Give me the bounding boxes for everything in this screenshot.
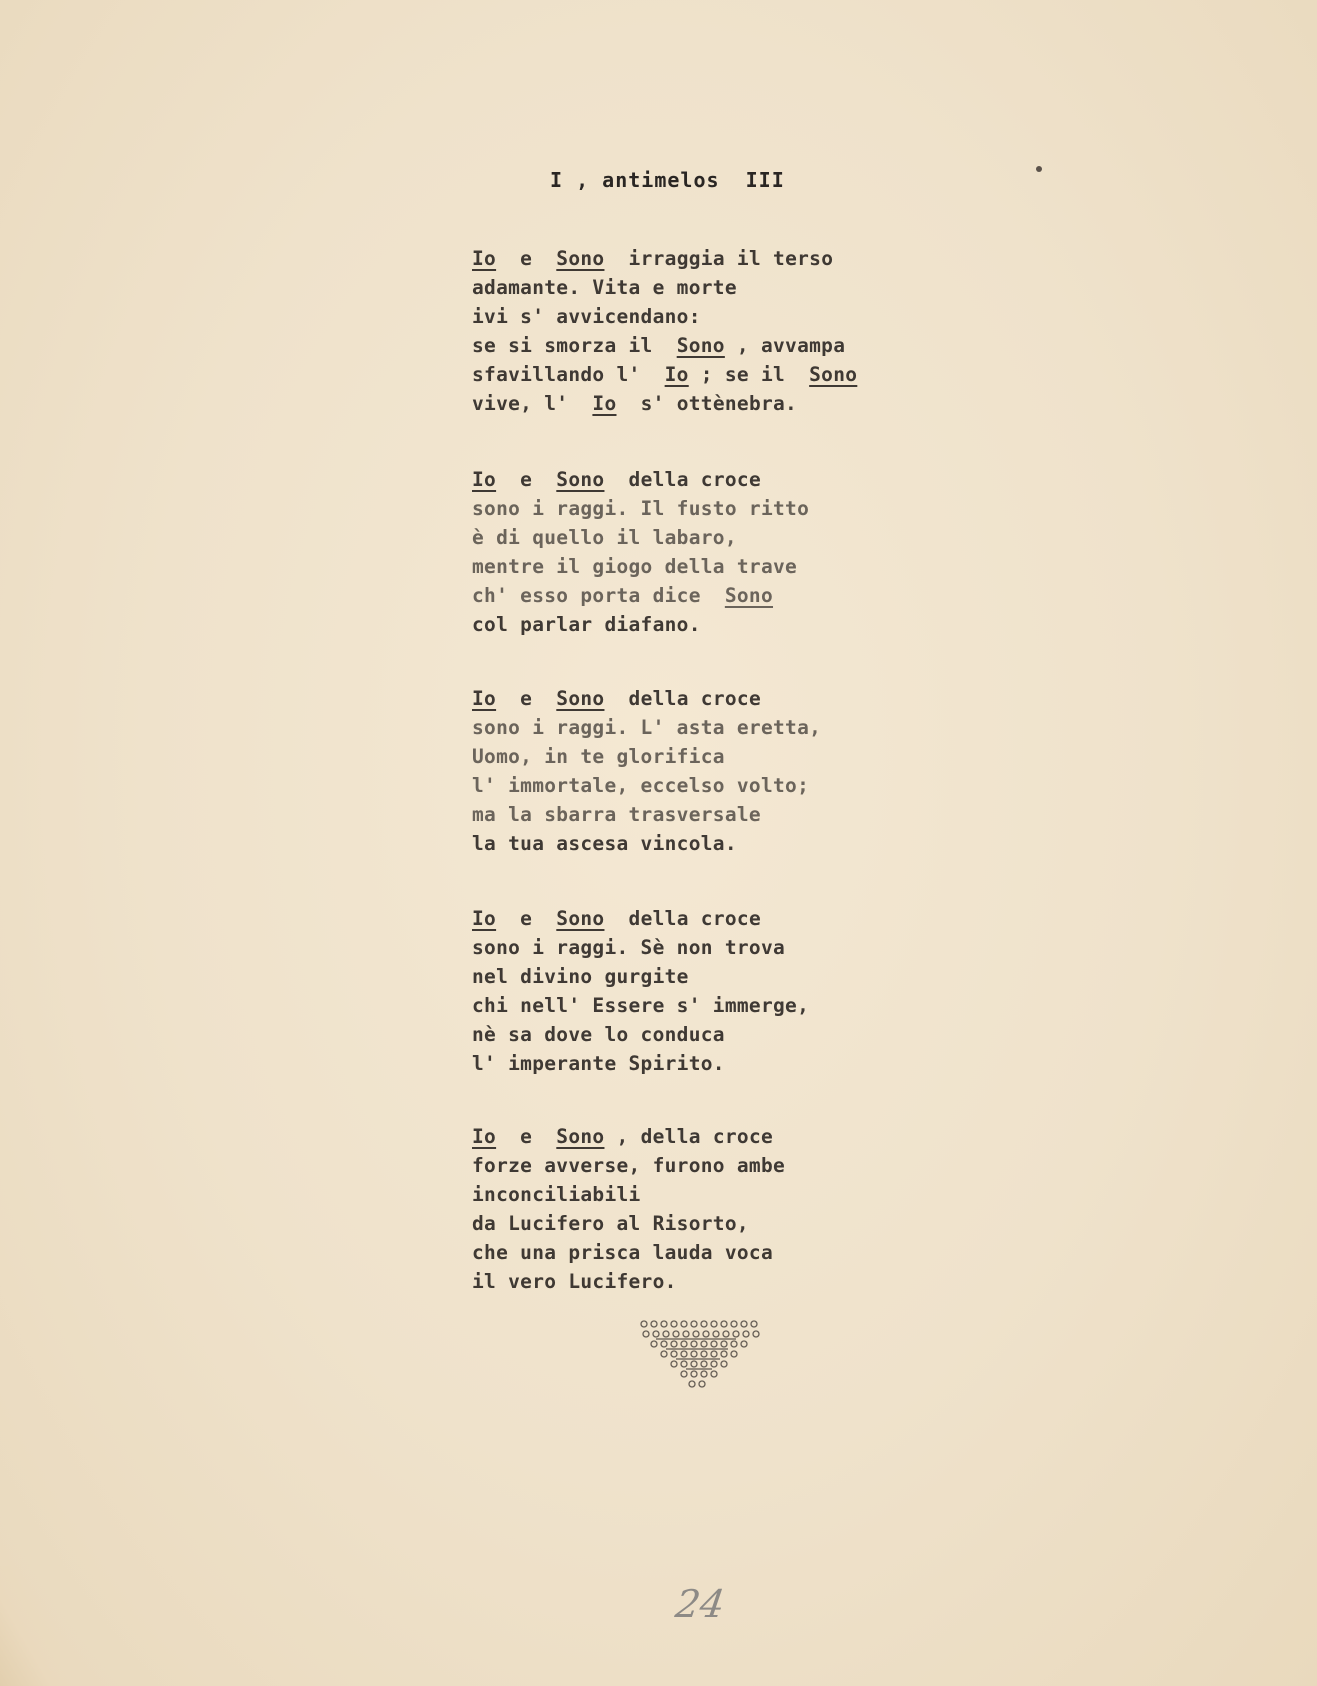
line-text: della croce	[604, 907, 761, 930]
line-text: e	[496, 687, 557, 710]
line-text: ; se il	[688, 363, 810, 386]
poem-line	[472, 962, 952, 991]
line-text: sono i raggi. L' asta eretta,	[472, 716, 822, 739]
line-text: ivi s' avvicendano:	[472, 305, 701, 328]
line-text: chi nell' Essere s' immerge,	[472, 994, 810, 1017]
line-text: sono i raggi. Il fusto ritto	[472, 497, 810, 520]
poem-line	[472, 1180, 952, 1209]
line-text: sfavillando l'	[472, 363, 665, 386]
ink-speck	[1036, 166, 1042, 172]
line-text: forze avverse, furono ambe	[472, 1154, 786, 1177]
stanza-1	[472, 244, 952, 418]
poem-line	[472, 273, 952, 302]
poem-line	[472, 523, 952, 552]
poem-line	[472, 1238, 952, 1267]
line-text: e	[496, 1125, 557, 1148]
line-text: irraggia il terso	[604, 247, 834, 270]
underlined-word: Io	[592, 392, 617, 415]
poem-line	[472, 904, 952, 933]
line-text: e	[496, 247, 557, 270]
line-text: della croce	[604, 468, 761, 491]
line-text: l' immortale, eccelso volto;	[472, 774, 810, 797]
underlined-word: Io	[472, 247, 497, 270]
line-text: l' imperante Spirito.	[472, 1052, 725, 1075]
poem-line	[472, 1049, 952, 1078]
line-text: e	[496, 907, 557, 930]
page-number: 24	[672, 1582, 728, 1626]
stanza-2	[472, 465, 952, 639]
poem-line	[472, 610, 952, 639]
underlined-word: Io	[472, 687, 497, 710]
line-text: il vero Lucifero.	[472, 1270, 677, 1293]
poem-line	[472, 713, 952, 742]
poem-line	[472, 494, 952, 523]
line-text: da Lucifero al Risorto,	[472, 1212, 749, 1235]
underlined-word: Sono	[556, 687, 605, 710]
underlined-word: Sono	[556, 1125, 605, 1148]
folded-corner	[0, 1566, 60, 1686]
underlined-word: Io	[664, 363, 689, 386]
poem-line	[472, 829, 952, 858]
line-text: s' ottènebra.	[616, 392, 798, 415]
underlined-word: Sono	[809, 363, 858, 386]
poem-line	[472, 684, 952, 713]
stanza-3	[472, 684, 952, 858]
line-text: col parlar diafano.	[472, 613, 701, 636]
poem-line	[472, 1020, 952, 1049]
poem-line	[472, 1209, 952, 1238]
underlined-word: Sono	[676, 334, 725, 357]
poem-line	[472, 244, 952, 273]
poem-line	[472, 1122, 952, 1151]
poem-line	[472, 991, 952, 1020]
line-text: inconciliabili	[472, 1183, 641, 1206]
underlined-word: Sono	[556, 247, 605, 270]
line-text: se si smorza il	[472, 334, 677, 357]
line-text: e	[496, 468, 557, 491]
underlined-word: Io	[472, 468, 497, 491]
underlined-word: Sono	[556, 468, 605, 491]
poem-line	[472, 1267, 952, 1296]
poem-line	[472, 465, 952, 494]
poem-line	[472, 360, 952, 389]
line-text: la tua ascesa vincola.	[472, 832, 737, 855]
poem-line	[472, 1151, 952, 1180]
stanza-4	[472, 904, 952, 1078]
poem-line	[472, 581, 952, 610]
poem-line	[472, 331, 952, 360]
line-text: Uomo, in te glorifica	[472, 745, 725, 768]
line-text: sono i raggi. Sè non trova	[472, 936, 786, 959]
line-text: , avvampa	[724, 334, 846, 357]
poem-line	[472, 800, 952, 829]
line-text: ma la sbarra trasversale	[472, 803, 761, 826]
poem-line	[472, 389, 952, 418]
poem-line	[472, 552, 952, 581]
line-text: della croce	[604, 687, 761, 710]
line-text: nel divino gurgite	[472, 965, 689, 988]
stanza-5	[472, 1122, 952, 1296]
line-text: mentre il giogo della trave	[472, 555, 798, 578]
poem-line	[472, 771, 952, 800]
line-text: adamante. Vita e morte	[472, 276, 737, 299]
underlined-word: Io	[472, 1125, 497, 1148]
line-text: ch' esso porta dice	[472, 584, 725, 607]
poem-line	[472, 302, 952, 331]
underlined-word: Sono	[556, 907, 605, 930]
poem-line	[472, 742, 952, 771]
line-text: , della croce	[604, 1125, 774, 1148]
line-text: nè sa dove lo conduca	[472, 1023, 725, 1046]
line-text: vive, l'	[472, 392, 593, 415]
line-text: che una prisca lauda voca	[472, 1241, 773, 1264]
underlined-word: Io	[472, 907, 497, 930]
line-text: è di quello il labaro,	[472, 526, 737, 549]
underlined-word: Sono	[724, 584, 774, 607]
poem-line	[472, 933, 952, 962]
typewriter-ornament	[636, 1318, 766, 1398]
poem-title: I , antimelos III	[550, 168, 785, 192]
